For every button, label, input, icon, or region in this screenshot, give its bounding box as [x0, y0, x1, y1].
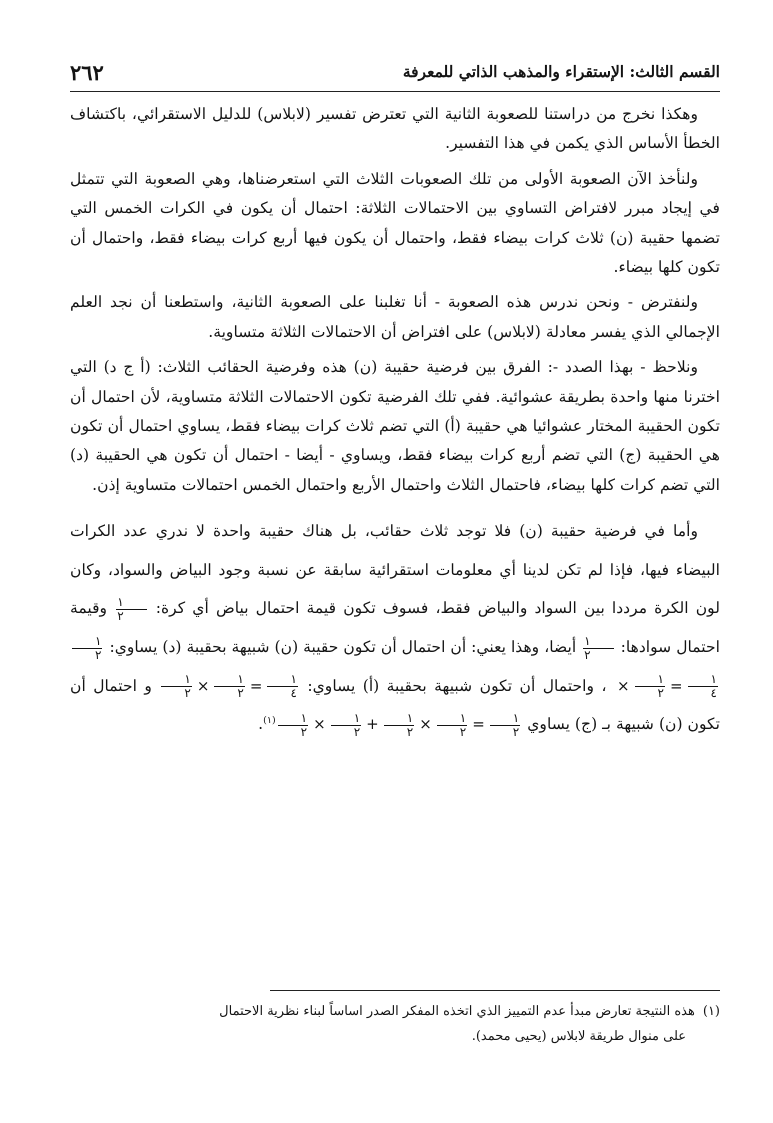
fraction-one-half: $\frac{١}{٢}$	[116, 596, 146, 623]
paragraph-3: ولنفترض - ونحن ندرس هذه الصعوبة - أنا تغلبنا على الصعوبة الثانية، واستطعنا أن نجد العلم الإجمالي الذي يفسر معادلة (لابلاس) على افتراض أن الاحتمالات الثلاثة متساوية.	[70, 293, 720, 341]
footnote	[70, 999, 720, 1049]
footnote-reference[interactable]: (١)	[263, 715, 276, 727]
page-number: ٢٦٢	[70, 60, 104, 85]
footnote-mark: (١)	[702, 1004, 720, 1019]
paragraph-5-end: .	[258, 715, 264, 734]
paragraph-2: ولنأخذ الآن الصعوبة الأولى من تلك الصعوبات الثلاث التي استعرضناها، وهي الصعوبة التي تتمثل في إيجاد مبرر لافتراض التساوي بين الاحتمالات الثلاثة: احتمال أن يكون في الكرات الخمس التي تضمها حقيبة (ن) ثلاث كرات بيضاء فقط، واحتمال أن يكون فيها أربع كرات بيضاء فقط، واحتمال أن تكون كلها بيضاء.	[70, 169, 720, 277]
footnote-line-1: هذه النتيجة تعارض مبدأ عدم التمييز الذي اتخذه المفكر الصدر اساساً لبناء نظرية الاحتمال	[219, 1004, 695, 1019]
fraction-one-half: $\frac{١}{٢}$	[583, 635, 613, 662]
equation-j: $\frac{١}{٢}$ × $\frac{١}{٢}$ + $\frac{١}{٢}$ × $\frac{١}{٢}$ = $\frac{١}{٢}$	[276, 715, 523, 733]
page-header	[70, 60, 720, 86]
footnote-line-2: على منوال طريقة لابلاس (يحيى محمد).	[471, 1029, 686, 1044]
equation-a: $\frac{١}{٢}$ × $\frac{١}{٢}$ = $\frac{١}{٤}$	[159, 677, 300, 695]
running-title: القسم الثالث: الإستقراء والمذهب الذاتي للمعرفة	[402, 62, 720, 81]
paragraph-5	[70, 512, 720, 744]
paragraph-1: وهكذا نخرج من دراستنا للصعوبة الثانية التي تعترض تفسير (لابلاس) للدليل الاستقرائي، باكتشاف الخطأ الأساس الذي يكمن في هذا التفسير.	[70, 105, 720, 153]
paragraph-4: ونلاحظ - بهذا الصدد -: الفرق بين فرضية حقيبة (ن) هذه وفرضية الحقائب الثلاث: (أ ج د) التي اخترنا منها واحدة بطريقة عشوائية. ففي تلك الفرضية تكون الاحتمالات الثلاثة متساوية، لأن احتمال أن تكون الحقيبة المختار عشوائيا هي حقيبة (أ) التي تضم ثلاث كرات بيضاء فقط، يساوي احتمال أن تكون هي الحقيبة (ج) التي تضم أربع كرات بيضاء فقط، ويساوي - أيضا - احتمال أن تكون هي الحقيبة (د) التي تضم كرات كلها بيضاء، فاحتمال الثلاث واحتمال الأربع واحتمال الخمس احتمالات متساوية إذن.	[70, 358, 720, 494]
footnote-rule	[270, 990, 720, 991]
paragraph-5-text-1: وأما في فرضية حقيبة (ن) فلا توجد ثلاث حقائب، بل هناك حقيبة واحدة لا ندري عدد الكرات البيضاء فيها، فإذا لم تكن لدينا أي معلومات استقرائية سابقة عن نسبة وجود البياض والسواد، وكان لون الكرة مرددا بين السواد والبياض فقط، فسوف تكون قيمة احتمال بياض أي كرة:	[70, 522, 720, 618]
paragraph-5-text-4: ، واحتمال أن تكون شبيهة بحقيبة (أ) يساوي:	[307, 676, 607, 695]
paragraph-5-text-2: وقيمة احتمال سوادها:	[70, 599, 720, 657]
header-rule	[70, 91, 720, 92]
equation-d: $\frac{١}{٢}$ × $\frac{١}{٢}$ = $\frac{١}{٤}$	[70, 638, 720, 695]
body-text	[70, 100, 720, 744]
paragraph-5-text-3: أيضا، وهذا يعني: أن احتمال أن تكون حقيبة (ن) شبيهة بحقيبة (د) يساوي:	[109, 638, 577, 657]
paragraph-5-text-5: و احتمال أن تكون (ن) شبيهة بـ (ج) يساوي	[70, 676, 720, 734]
